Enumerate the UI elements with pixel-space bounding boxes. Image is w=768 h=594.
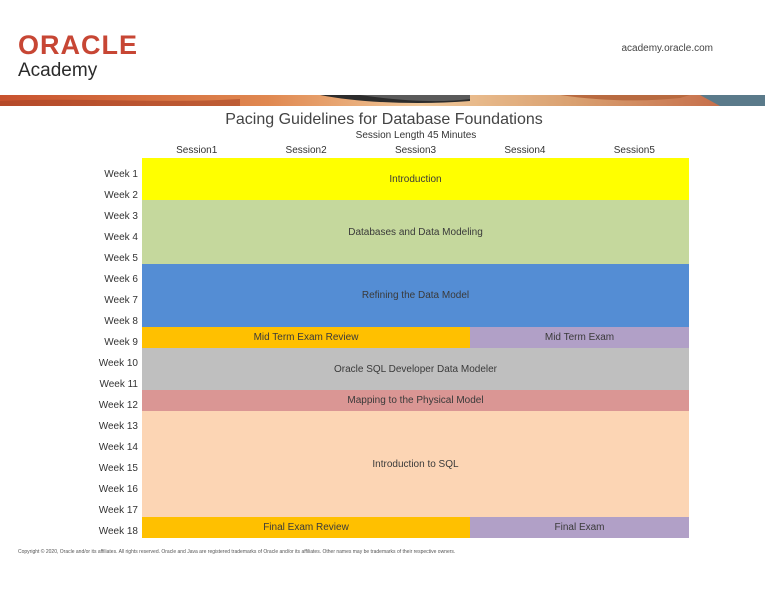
session-label: Session4 <box>504 145 546 156</box>
session-label: Session1 <box>176 145 218 156</box>
week-label: Week 3 <box>104 211 138 222</box>
schedule-block: Refining the Data Model <box>142 264 689 327</box>
week-label: Week 7 <box>104 295 138 306</box>
week-label: Week 12 <box>98 400 138 411</box>
logo-sub: Academy <box>18 60 98 81</box>
week-label: Week 8 <box>104 316 138 327</box>
week-label: Week 2 <box>104 190 138 201</box>
schedule-block: Final Exam <box>470 517 689 538</box>
schedule-block: Databases and Data Modeling <box>142 200 689 264</box>
copyright-text: Copyright © 2020, Oracle and/or its affiliates. All rights reserved. Oracle and Java are registered trademarks of Oracle and/or its affiliates. Other names may be trademarks of their respective owners. <box>18 549 456 555</box>
week-label: Week 13 <box>98 421 138 432</box>
oracle-academy-logo <box>18 32 138 82</box>
week-label: Week 6 <box>104 274 138 285</box>
week-label: Week 1 <box>104 169 138 180</box>
schedule-block: Mapping to the Physical Model <box>142 390 689 411</box>
session-label: Session2 <box>285 145 327 156</box>
logo-brand: ORACLE <box>18 30 138 60</box>
week-labels <box>88 164 138 542</box>
schedule-block: Mid Term Exam Review <box>142 327 470 348</box>
decorative-banner <box>0 95 765 106</box>
session-label: Session3 <box>394 145 437 156</box>
week-label: Week 11 <box>99 379 138 390</box>
site-url: academy.oracle.com <box>621 43 713 54</box>
schedule-block: Final Exam Review <box>142 517 470 538</box>
session-header <box>142 144 689 158</box>
page-subtitle: Session Length 45 Minutes <box>355 130 477 141</box>
week-label: Week 4 <box>104 232 138 243</box>
week-label: Week 16 <box>98 484 138 495</box>
week-label: Week 14 <box>98 442 138 453</box>
week-label: Week 10 <box>98 358 138 369</box>
schedule-block: Introduction <box>142 158 689 200</box>
schedule-block: Introduction to SQL <box>142 411 689 517</box>
schedule-block: Oracle SQL Developer Data Modeler <box>142 348 689 390</box>
schedule-block: Mid Term Exam <box>470 327 689 348</box>
week-label: Week 17 <box>98 505 138 516</box>
page-title: Pacing Guidelines for Database Foundations <box>225 111 543 128</box>
week-label: Week 18 <box>98 526 138 537</box>
week-label: Week 15 <box>98 463 138 474</box>
session-label: Session5 <box>613 145 655 156</box>
week-label: Week 9 <box>104 337 138 348</box>
schedule-grid <box>142 158 689 538</box>
week-label: Week 5 <box>104 253 138 264</box>
